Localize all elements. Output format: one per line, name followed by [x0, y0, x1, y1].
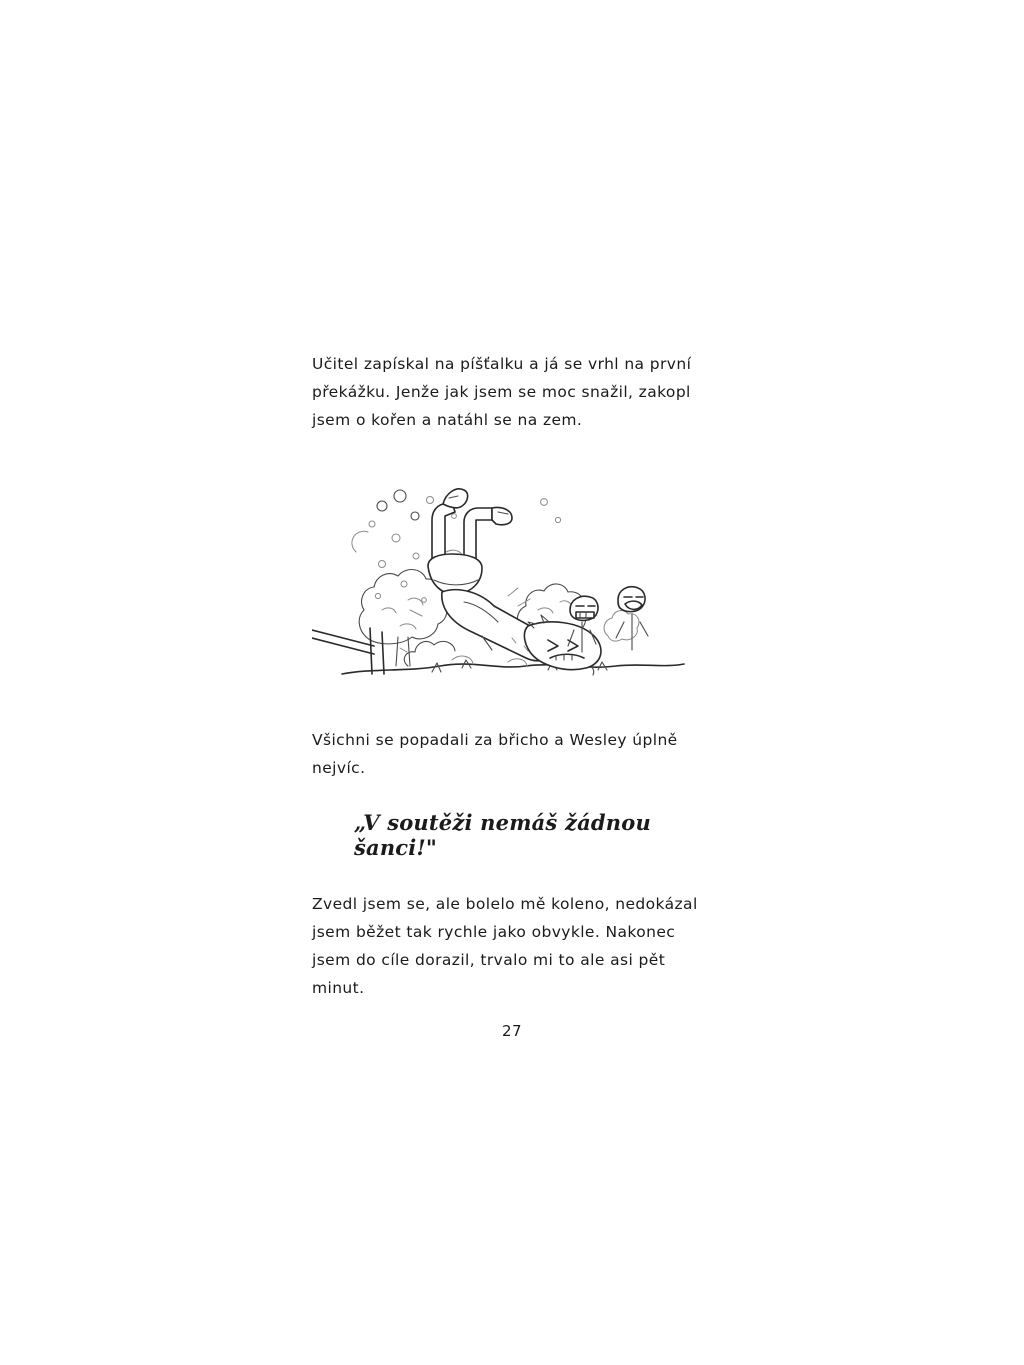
- page-content: [312, 350, 712, 1002]
- page-number: 27: [501, 1022, 523, 1040]
- paragraph-laughing: Všichni se popadali za břicho a Wesley úplně nejvíc.: [312, 731, 678, 777]
- illustration-fall-over-root: [312, 460, 712, 700]
- shout-quote: „V soutěži nemáš žádnou šanci!": [354, 810, 651, 860]
- paragraph-intro: Učitel zapískal na píšťalku a já se vrhl na první překážku. Jenže jak jsem se moc snažil, zakopl jsem o kořen a natáhl se na zem.: [312, 355, 692, 429]
- paragraph-finish: Zvedl jsem se, ale bolelo mě koleno, nedokázal jsem běžet tak rychle jako obvykle. Nakonec jsem do cíle dorazil, trvalo mi to ale asi pět minut.: [312, 895, 698, 997]
